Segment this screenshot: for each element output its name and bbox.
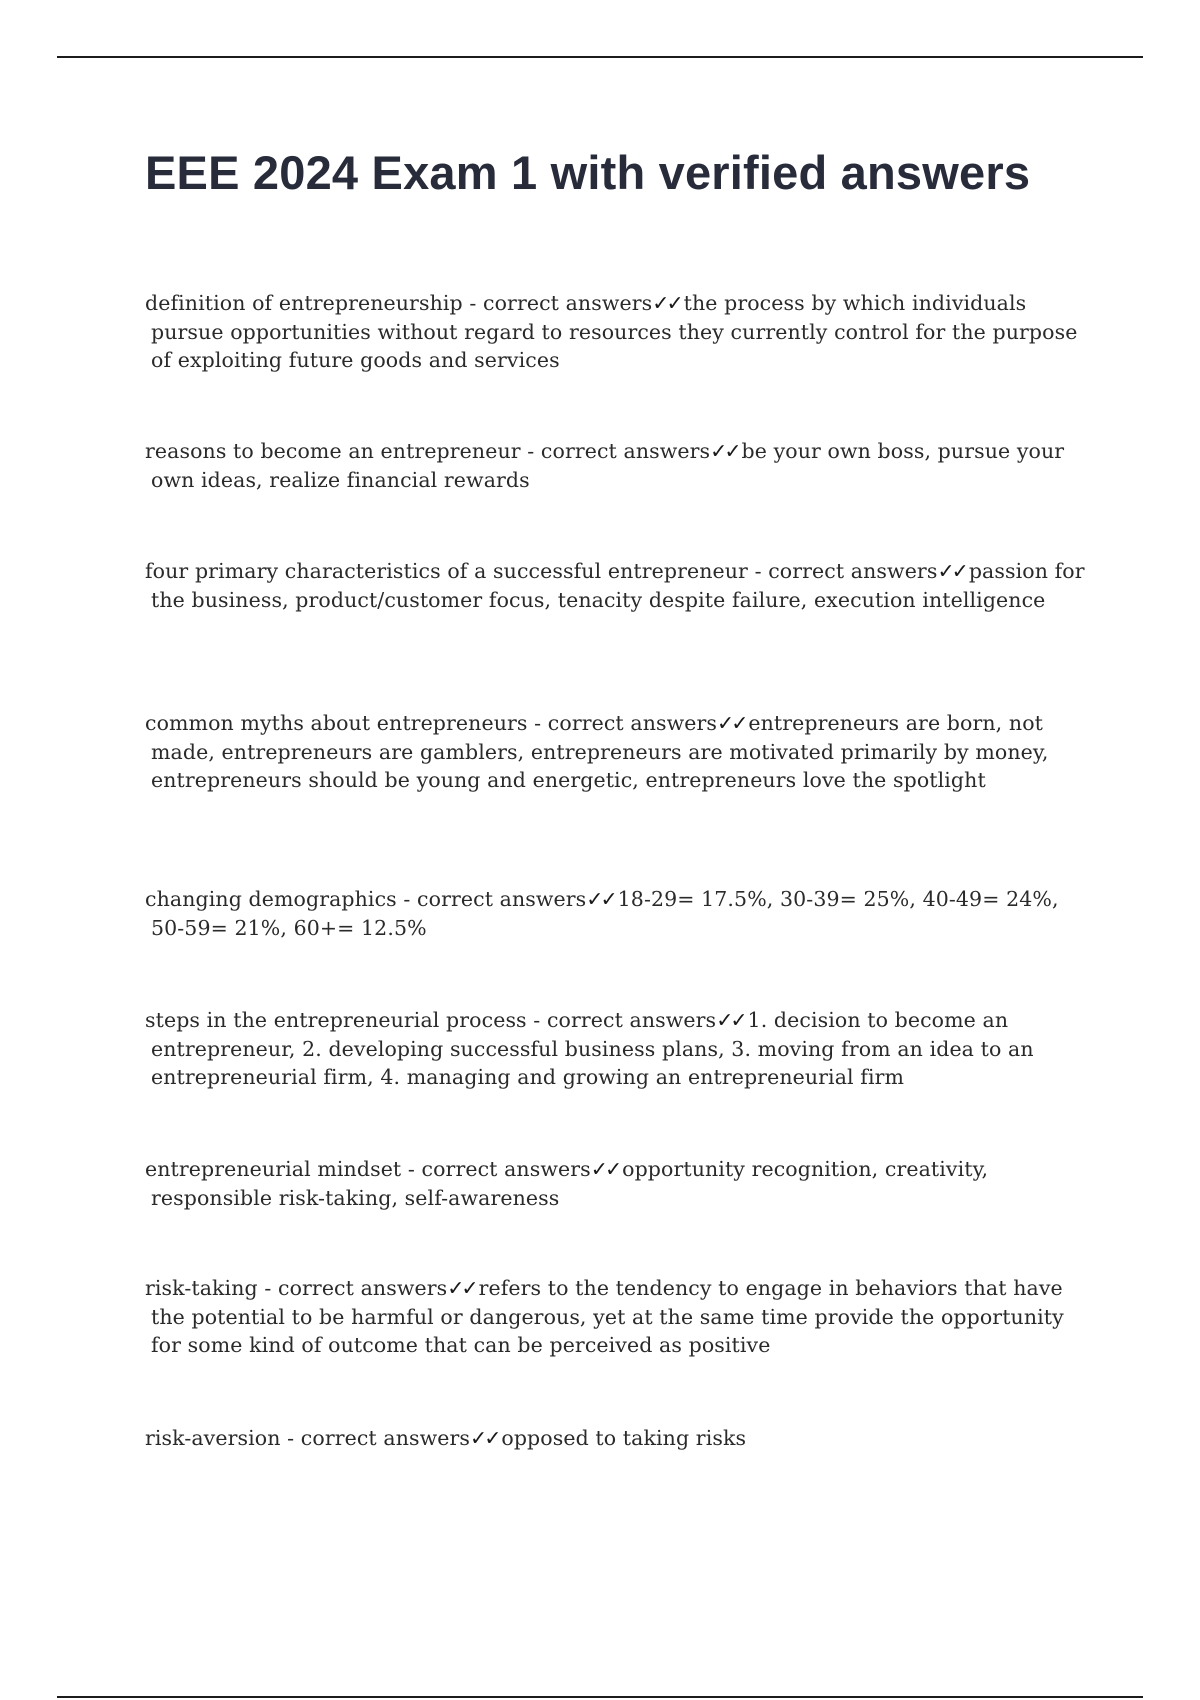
qa-item-steps-entrepreneurial-process: [145, 1006, 1091, 1092]
qa-term: steps in the entrepreneurial process: [145, 1008, 527, 1032]
qa-separator: - correct answers: [747, 559, 938, 583]
double-check-icon: ✓✓: [710, 439, 739, 463]
qa-answer: opportunity recognition, creativity, responsible risk-taking, self-awareness: [151, 1157, 989, 1210]
qa-separator: - correct answers: [396, 887, 587, 911]
qa-term: risk-taking: [145, 1276, 258, 1300]
qa-separator: - correct answers: [257, 1276, 448, 1300]
qa-separator: - correct answers: [401, 1157, 591, 1181]
qa-item-four-primary-characteristics: [145, 557, 1091, 614]
qa-item-risk-aversion: [145, 1424, 1091, 1453]
qa-answer: 1. decision to become an entrepreneur, 2. developing successful business plans, 3. moving from an idea to an entrepreneurial firm, 4. managing and growing an entrepreneurial firm: [151, 1008, 1034, 1089]
qa-answer: passion for the business, product/customer focus, tenacity despite failure, execution intelligence: [151, 559, 1085, 612]
document-title: EEE 2024 Exam 1 with verified answers: [145, 146, 1031, 199]
double-check-icon: ✓✓: [652, 291, 681, 315]
qa-term: common myths about entrepreneurs: [145, 711, 528, 735]
double-check-icon: ✓✓: [590, 1157, 620, 1181]
qa-answer: 18-29= 17.5%, 30-39= 25%, 40-49= 24%, 50-59= 21%, 60+= 12.5%: [151, 887, 1059, 940]
double-check-icon: ✓✓: [717, 711, 746, 735]
qa-separator: - correct answers: [280, 1426, 471, 1450]
double-check-icon: ✓✓: [470, 1426, 499, 1450]
qa-term: entrepreneurial mindset: [145, 1157, 402, 1181]
qa-term: definition of entrepreneurship: [145, 291, 463, 315]
qa-separator: - correct answers: [462, 291, 653, 315]
double-check-icon: ✓✓: [937, 559, 966, 583]
qa-answer: refers to the tendency to engage in behaviors that have the potential to be harmful or dangerous, yet at the same time provide the opportunity for some kind of outcome that can be perceived as positive: [151, 1276, 1064, 1357]
qa-item-common-myths: [145, 709, 1091, 795]
double-check-icon: ✓✓: [586, 887, 615, 911]
qa-item-entrepreneurial-mindset: [145, 1155, 1091, 1212]
qa-item-reasons-to-become-entrepreneur: [145, 437, 1091, 494]
bottom-rule: [57, 1696, 1143, 1698]
double-check-icon: ✓✓: [716, 1008, 745, 1032]
qa-term: reasons to become an entrepreneur: [145, 439, 521, 463]
qa-separator: - correct answers: [526, 1008, 717, 1032]
qa-item-risk-taking: [145, 1274, 1091, 1360]
qa-item-changing-demographics: [145, 885, 1091, 942]
qa-separator: - correct answers: [527, 711, 718, 735]
qa-answer: the process by which individuals pursue opportunities without regard to resources they currently control for the purpose of exploiting future goods and services: [151, 291, 1078, 372]
double-check-icon: ✓✓: [447, 1276, 476, 1300]
qa-term: changing demographics: [145, 887, 397, 911]
qa-answer: opposed to taking risks: [501, 1426, 747, 1450]
qa-term: four primary characteristics of a successful entrepreneur: [145, 559, 748, 583]
qa-item-definition-of-entrepreneurship: [145, 289, 1091, 375]
qa-answer: entrepreneurs are born, not made, entrepreneurs are gamblers, entrepreneurs are motivated primarily by money, entrepreneurs should be young and energetic, entrepreneurs love the spotlight: [151, 711, 1049, 792]
qa-separator: - correct answers: [520, 439, 711, 463]
qa-answer: be your own boss, pursue your own ideas, realize financial rewards: [151, 439, 1065, 492]
top-rule: [57, 56, 1143, 58]
qa-term: risk-aversion: [145, 1426, 281, 1450]
